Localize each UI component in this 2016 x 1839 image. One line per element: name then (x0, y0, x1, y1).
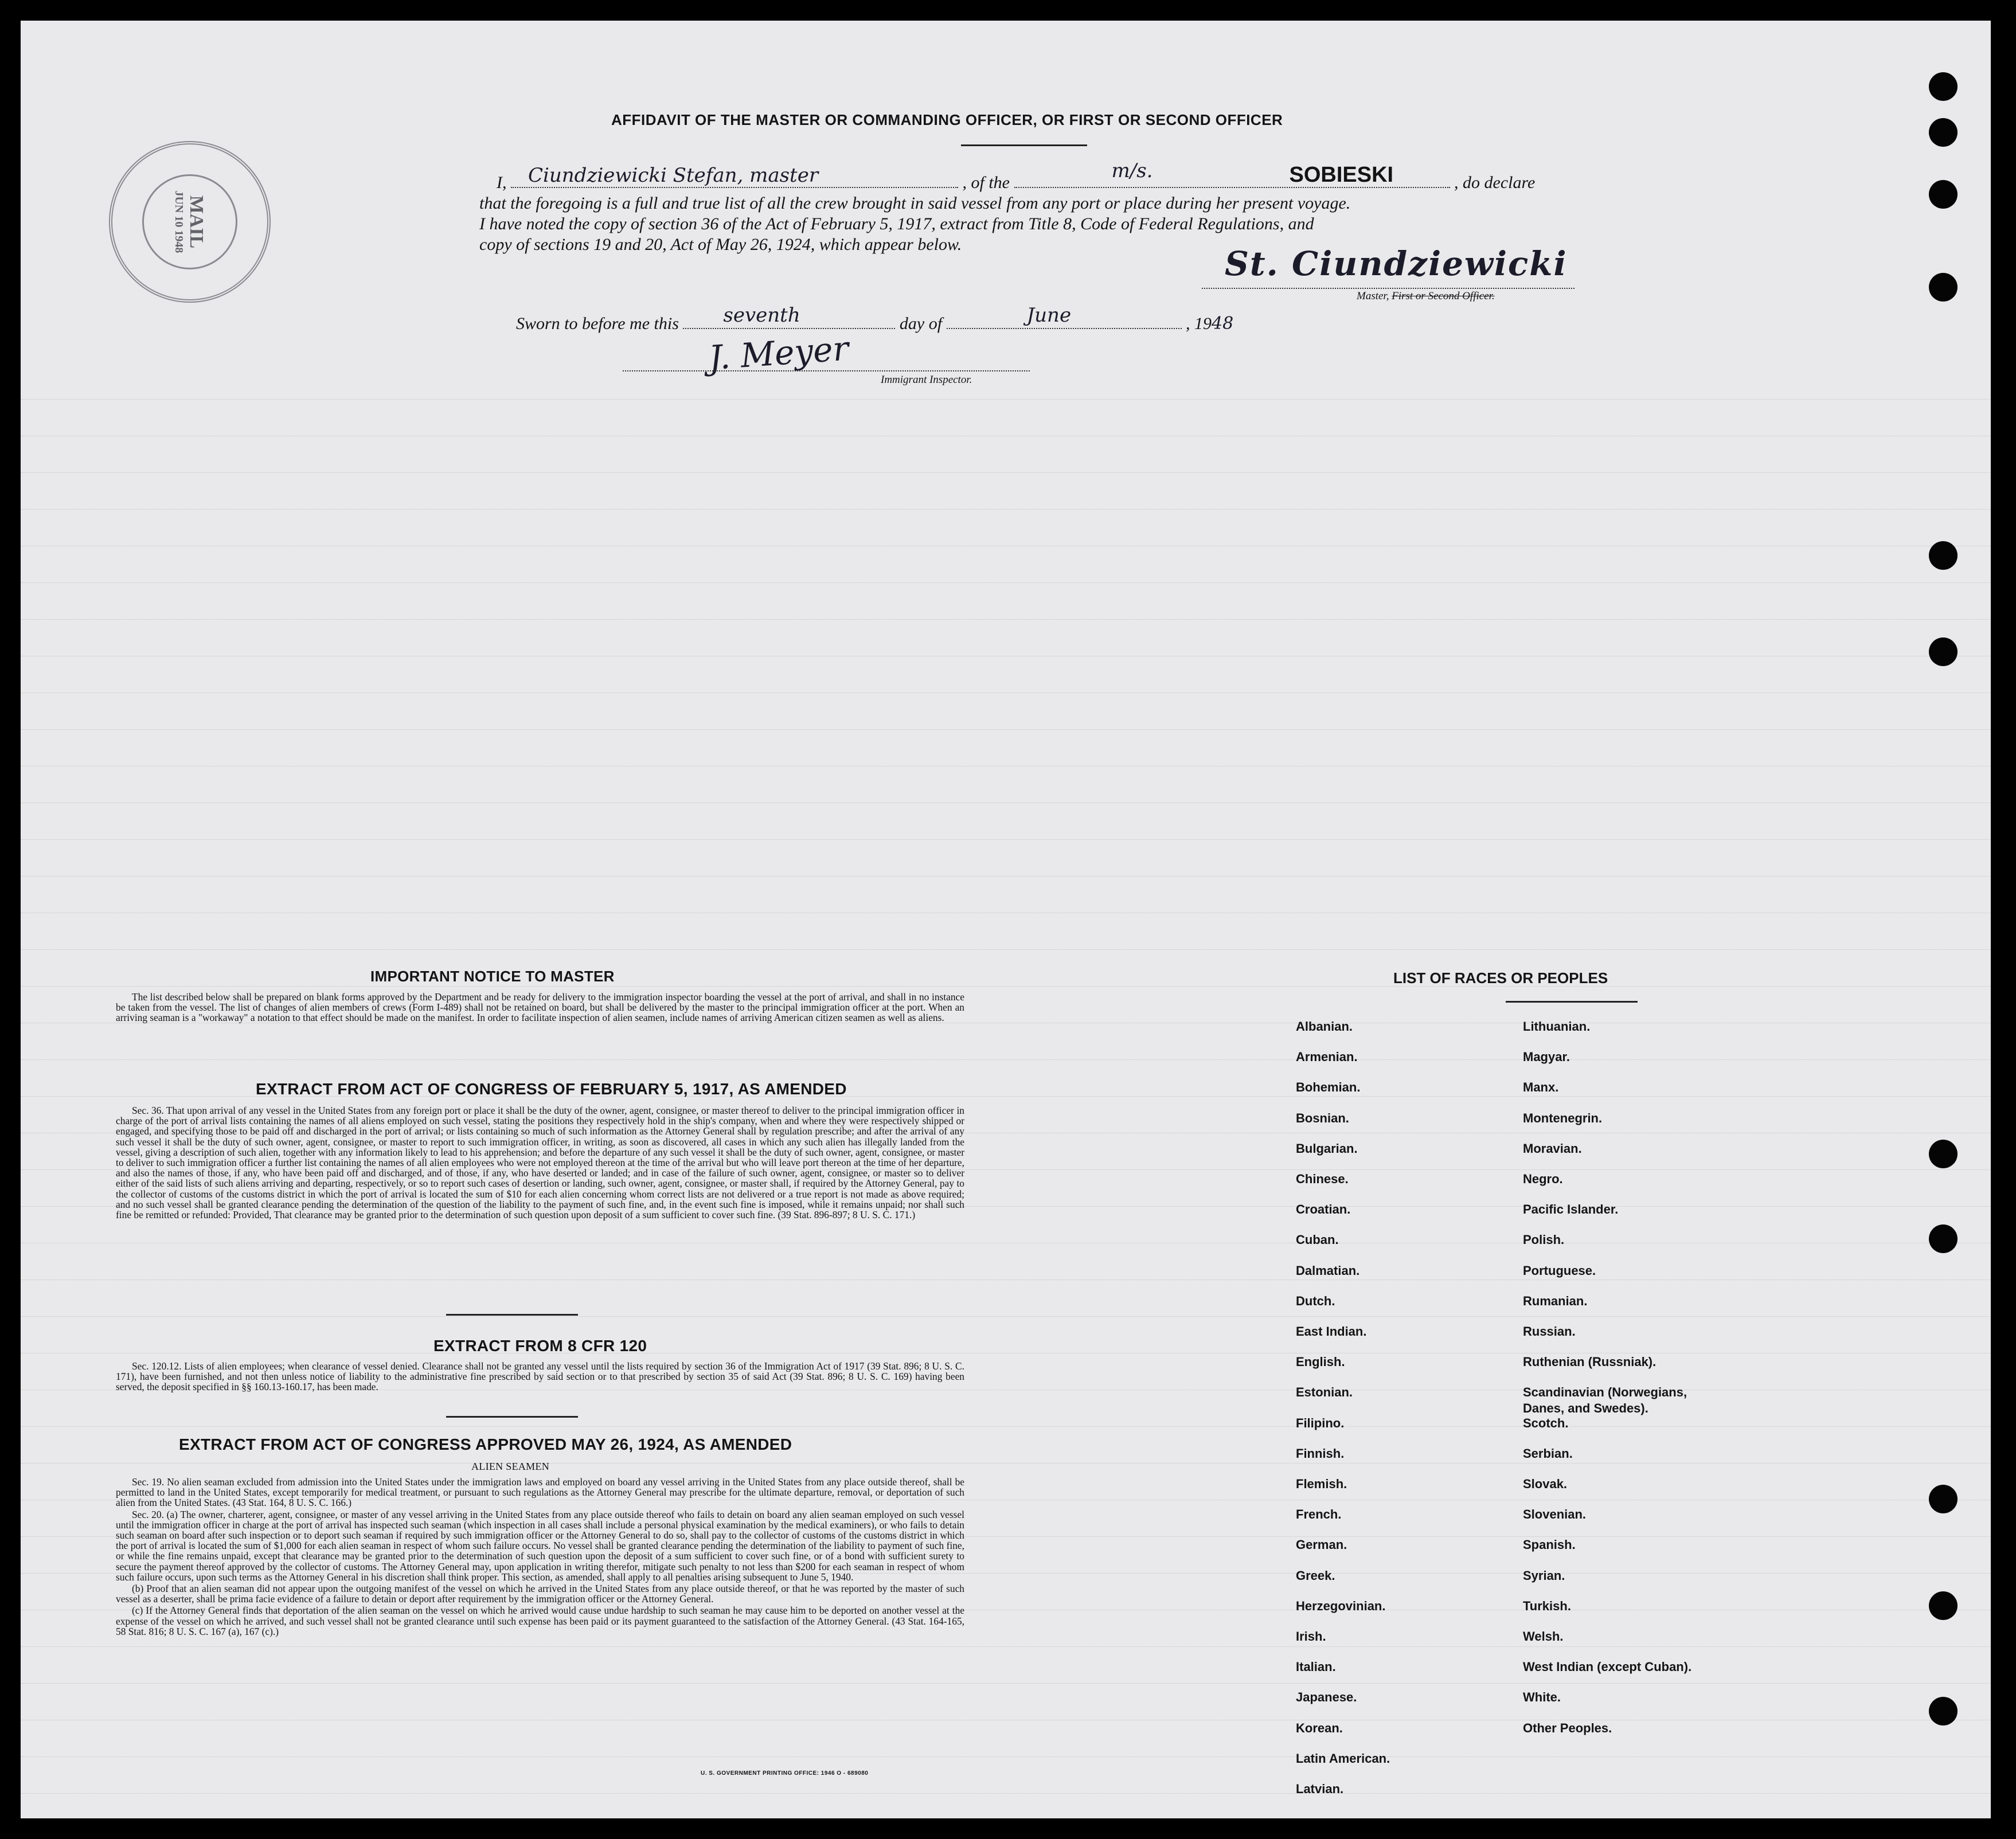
race-item: Slovenian. (1523, 1507, 1587, 1522)
printing-office-footer: U. S. GOVERNMENT PRINTING OFFICE: 1946 O - 689080 (701, 1770, 869, 1777)
bleed-through-line (21, 1683, 1991, 1697)
alien-seamen-subtitle: ALIEN SEAMEN (471, 1461, 550, 1472)
race-item: Polish. (1523, 1232, 1565, 1247)
race-item: Other Peoples. (1523, 1720, 1612, 1735)
bleed-through-line (21, 619, 1991, 633)
punch-hole (1929, 180, 1958, 209)
sworn-day-of: day of (899, 314, 943, 333)
race-item: Bohemian. (1296, 1080, 1361, 1095)
bleed-through-line (21, 1793, 1991, 1807)
race-item: Estonian. (1296, 1385, 1353, 1400)
affidavit-title: AFFIDAVIT OF THE MASTER OR COMMANDING OFFICER, OR FIRST OR SECOND OFFICER (611, 111, 1283, 128)
race-item: Montenegrin. (1523, 1110, 1603, 1125)
bleed-through-line (21, 509, 1991, 523)
race-item: Dutch. (1296, 1293, 1335, 1308)
bleed-through-line (21, 1646, 1991, 1661)
bleed-through-line (21, 1059, 1991, 1074)
sec-20b-paragraph: (b) Proof that an alien seaman did not appear upon the outgoing manifest of the vessel on which he arrived in the United States from any place outside thereof, or that he was reported by the master of such vessel as a deserter, shall be prima facie evidence of a failure to detain or deport after requirement by the immigration officer or the Attorney General. (116, 1583, 964, 1605)
sworn-day-field (683, 304, 895, 329)
race-item: Portuguese. (1523, 1263, 1596, 1278)
race-item: East Indian. (1296, 1324, 1367, 1339)
punch-hole (1929, 541, 1958, 570)
vessel-name: SOBIESKI (1289, 163, 1394, 187)
bleed-through-line (21, 472, 1991, 487)
race-item: Croatian. (1296, 1202, 1351, 1217)
race-item: Armenian. (1296, 1050, 1358, 1065)
struck-officer-text: First or Second Officer. (1392, 290, 1495, 302)
race-item: Slovak. (1523, 1477, 1568, 1491)
race-item: Irish. (1296, 1629, 1326, 1644)
master-name-handwriting: Ciundziewicki Stefan, master (528, 164, 819, 187)
declaration-line-1 (497, 159, 1536, 193)
inspector-label: Immigrant Inspector. (881, 374, 972, 386)
race-item: Korean. (1296, 1720, 1343, 1735)
sworn-year-handwriting: 48 (1212, 314, 1234, 334)
race-item: French. (1296, 1507, 1342, 1522)
bleed-through-line (21, 876, 1991, 890)
race-item: Rumanian. (1523, 1293, 1588, 1308)
race-item: Japanese. (1296, 1690, 1357, 1705)
extract-8cfr-rule (446, 1416, 578, 1418)
extract-1917-rule (446, 1314, 578, 1316)
notice-title: IMPORTANT NOTICE TO MASTER (370, 968, 615, 985)
sec-19-paragraph: Sec. 19. No alien seaman excluded from admission into the United States under the immigration laws and employed on board any vessel arriving in the United States from any place outside thereof, shall be permitted to land in the United States, except temporarily for medical treatment, or pursuant to such regulations as the Attorney General may prescribe for the ultimate departure, removal, or deportation of such alien from the United States. (43 Stat. 164, 8 U. S. C. 166.) (116, 1476, 964, 1509)
bleed-through-line (21, 949, 1991, 964)
sworn-line (516, 304, 1234, 334)
race-item: Latvian. (1296, 1782, 1344, 1796)
extract-1924-title: EXTRACT FROM ACT OF CONGRESS APPROVED MAY 26, 1924, AS AMENDED (179, 1435, 792, 1453)
race-item: Syrian. (1523, 1568, 1565, 1583)
races-rule (1506, 1001, 1638, 1003)
race-item: Negro. (1523, 1172, 1563, 1186)
sworn-year-prefix: , 19 (1186, 314, 1212, 333)
sworn-month-field (947, 304, 1182, 329)
races-title: LIST OF RACES OR PEOPLES (1393, 969, 1608, 987)
race-item: German. (1296, 1537, 1347, 1552)
punch-hole (1929, 118, 1958, 147)
race-item: Serbian. (1523, 1446, 1573, 1461)
bleed-through-line (21, 1280, 1991, 1294)
race-item: Scandinavian (Norwegians, (1523, 1385, 1687, 1400)
race-item: Spanish. (1523, 1537, 1576, 1552)
punch-hole (1929, 1140, 1958, 1168)
race-item: Herzegovinian. (1296, 1598, 1386, 1613)
race-item: Moravian. (1523, 1141, 1582, 1156)
race-item: Bosnian. (1296, 1110, 1349, 1125)
bleed-through-line (21, 1243, 1991, 1257)
decl-do-declare: , do declare (1454, 173, 1536, 192)
race-item: Bulgarian. (1296, 1141, 1358, 1156)
race-item: English. (1296, 1355, 1345, 1370)
race-item: Turkish. (1523, 1598, 1571, 1613)
master-signature: St. Ciundziewicki (1225, 244, 1568, 283)
race-item: Lithuanian. (1523, 1019, 1591, 1034)
mail-received-stamp (109, 141, 271, 303)
race-item: White. (1523, 1690, 1561, 1705)
inspector-signature-block (623, 328, 1036, 397)
punch-hole (1929, 72, 1958, 101)
punch-hole (1929, 637, 1958, 666)
race-item: Russian. (1523, 1324, 1576, 1339)
notice-paragraph: The list described below shall be prepared on blank forms approved by the Department and be ready for delivery to the immigration inspector boarding the vessel at the port of arrival, and shall in no instance be taken from the vessel. The list of changes of alien members of crews (Form I-489) shall not be retained on board, but shall be delivered by the master to the principal immigration officer at the port. When an arriving seaman is a "workaway" a notation to that effect should be made on the manifest. In order to facilitate inspection of alien seamen, include names of arriving American citizen seamen as well as aliens. (116, 991, 964, 1024)
race-item: Dalmatian. (1296, 1263, 1360, 1278)
punch-hole (1929, 1591, 1958, 1620)
sec-20c-paragraph: (c) If the Attorney General finds that deportation of the alien seaman on the vessel on which he arrived would cause undue hardship to such seaman he may cause him to be deported on another vessel at the expense of the vessel on which he arrived, and such vessel shall not be granted clearance until such expense has been paid or its payment guaranteed to the satisfaction of the Attorney General. (43 Stat. 164-165, 58 Stat. 816; 8 U. S. C. 167 (a), 167 (c).) (116, 1605, 964, 1637)
bleed-through-line (21, 399, 1991, 413)
race-item: Cuban. (1296, 1232, 1339, 1247)
bleed-through-line (21, 729, 1991, 744)
sworn-day-handwriting: seventh (723, 304, 800, 327)
extract-1924-text (116, 1477, 964, 1638)
race-item: Latin American. (1296, 1751, 1390, 1766)
vessel-field (1014, 159, 1450, 188)
bleed-through-line (21, 436, 1991, 450)
extract-1917-title: EXTRACT FROM ACT OF CONGRESS OF FEBRUARY 5, 1917, AS AMENDED (256, 1080, 847, 1098)
race-item: Chinese. (1296, 1172, 1349, 1186)
race-item: Italian. (1296, 1660, 1336, 1674)
race-item: Finnish. (1296, 1446, 1345, 1461)
decl-i: I, (497, 173, 507, 192)
title-rule (961, 144, 1087, 146)
master-label-text: Master, (1357, 290, 1389, 302)
master-signature-block (1202, 244, 1580, 307)
notice-text (116, 992, 964, 1024)
race-item: West Indian (except Cuban). (1523, 1660, 1692, 1674)
vessel-prefix-handwriting: m/s. (1111, 159, 1153, 182)
race-item: Ruthenian (Russniak). (1523, 1355, 1656, 1370)
bleed-through-line (21, 546, 1991, 560)
inspector-signature: J. Meyer (707, 328, 850, 378)
punch-hole (1929, 1485, 1958, 1513)
race-item: Pacific Islander. (1523, 1202, 1619, 1217)
race-item: Scotch. (1523, 1415, 1569, 1430)
stamp-mail-text: MAIL (186, 195, 208, 249)
sec-36-paragraph: Sec. 36. That upon arrival of any vessel in the United States from any foreign port or place it shall be the duty of the owner, agent, consignee, or master thereof to deliver to the principal immigration officer in charge of the port of arrival lists containing the names of all aliens employed on such vessel, stating the positions they respectively hold in the ship's company, when and where they were respectively shipped or engaged, and specifying those to be paid off and discharged in the port of arrival; or lists containing so much of such information as the Attorney General shall by regulation prescribe; and after the arrival of any such vessel it shall be the duty of such owner, agent, consignee, or master to report to such immigration officer, in writing, as soon as discovered, all cases in which any such alien has illegally landed from the vessel, giving a description of such alien, together with any information likely to lead to his apprehension; and before the departure of any such vessel it shall be the duty of such owner, agent, consignee, or master to deliver to such immigration officer a further list containing the names of all alien employees who were not employed thereon at the time of the arrival but who will leave port thereon at the time of her departure, and also the names of those, if any, who have been paid off and discharged, and of those, if any, who have deserted or landed; and in case of the failure of such owner, agent, consignee, or master so to deliver either of the said lists of such aliens arriving and departing, respectively, or so to report such cases of desertion or landing, such owner, agent, consignee, or master shall, if required by the Attorney General, pay to the collector of customs of the customs district in which the port of arrival is located the sum of $10 for each alien concerning whom correct lists are not delivered or a true report is not made as above required; and no such vessel shall be granted clearance pending the determination of the question of the liability to the payment of such fine, and, in the event such fine is imposed, while it remains unpaid; nor shall such fine be remitted or refunded: Provided, That clearance may be granted prior to the determination of such question upon deposit of a sum sufficient to cover such fine. (39 Stat. 896-897; 8 U. S. C. 171.) (116, 1105, 964, 1221)
race-item: Welsh. (1523, 1629, 1564, 1644)
race-item: Manx. (1523, 1080, 1559, 1095)
sworn-month-handwriting: June (1026, 304, 1072, 327)
bleed-through-line (21, 656, 1991, 670)
bleed-through-line (21, 1023, 1991, 1037)
bleed-through-line (21, 692, 1991, 707)
form-page (21, 21, 1991, 1818)
decl-of-the: , of the (962, 173, 1010, 192)
bleed-through-line (21, 1720, 1991, 1734)
declaration-line-2: that the foregoing is a full and true list of all the crew brought in said vessel from any port or place during her present voyage. (479, 194, 1351, 213)
bleed-through-line (21, 582, 1991, 597)
bleed-through-line (21, 839, 1991, 854)
race-item: Greek. (1296, 1568, 1335, 1583)
bleed-through-line (21, 1463, 1991, 1477)
master-label (1357, 290, 1495, 303)
extract-8cfr-title: EXTRACT FROM 8 CFR 120 (433, 1337, 647, 1355)
punch-hole (1929, 273, 1958, 302)
race-item: Danes, and Swedes). (1523, 1401, 1648, 1416)
stamp-date-text: JUN 10 1948 (173, 190, 186, 253)
sworn-prefix: Sworn to before me this (516, 314, 679, 333)
punch-hole (1929, 1224, 1958, 1253)
bleed-through-line (21, 1756, 1991, 1771)
bleed-through-line (21, 766, 1991, 780)
race-item: Magyar. (1523, 1050, 1570, 1065)
declaration-line-3: I have noted the copy of section 36 of the Act of February 5, 1917, extract from Title 8, Code of Federal Regulations, and (479, 214, 1314, 233)
extract-1917-text (116, 1105, 964, 1221)
declaration-line-4: copy of sections 19 and 20, Act of May 26, 1924, which appear below. (479, 235, 962, 254)
bleed-through-line (21, 803, 1991, 817)
extract-8cfr-text (116, 1361, 964, 1394)
race-item: Albanian. (1296, 1019, 1353, 1034)
bleed-through-line (21, 1316, 1991, 1331)
master-name-field (511, 164, 958, 188)
race-item: Filipino. (1296, 1415, 1345, 1430)
sec-20a-paragraph: Sec. 20. (a) The owner, charterer, agent, consignee, or master of any vessel arriving in the United States from any place outside thereof who fails to detain on board any alien seaman employed on such vessel until the immigration officer in charge at the port of arrival has inspected such seaman (which inspection in all cases shall include a personal physical examination by the medical examiners), or who fails to detain such seaman on board after such inspection or to deport such seaman if required by such immigration officer or the Attorney General to do so, shall pay to the collector of customs of the customs district in which the port of arrival is located the sum of $1,000 for each alien seaman in respect of whom such failure occurs. No vessel shall be granted clearance pending the determination of the liability to payment of such fine, or while the fine remains unpaid, except that clearance may be granted prior to the determination of such question upon the deposit of a sum sufficient to cover such fine, or of a bond with sufficient surety to secure the payment thereof approved by the collector of customs. The Attorney General may, upon application in writing therefor, mitigate such penalty to not less than $200 for each seaman in respect of whom such failure occurs, upon such terms as the Attorney General in his discretion shall think proper. This section, as amended, shall apply to all penalties arising subsequent to June 5, 1940. (116, 1508, 964, 1583)
punch-hole (1929, 1697, 1958, 1725)
race-item: Flemish. (1296, 1477, 1347, 1491)
sec-120-12-paragraph: Sec. 120.12. Lists of alien employees; when clearance of vessel denied. Clearance shall not be granted any vessel until the lists required by section 36 of the Immigration Act of 1917 (39 Stat. 896; 8 U. S. C. 171), have been furnished, and not then unless notice of liability to the administrative fine prescribed by said section or to that prescribed by section 35 of said Act (39 Stat. 896; 8 U. S. C. 169) having been served, the deposit specified in §§ 160.13-160.17, has been made. (116, 1360, 964, 1393)
bleed-through-line (21, 913, 1991, 927)
